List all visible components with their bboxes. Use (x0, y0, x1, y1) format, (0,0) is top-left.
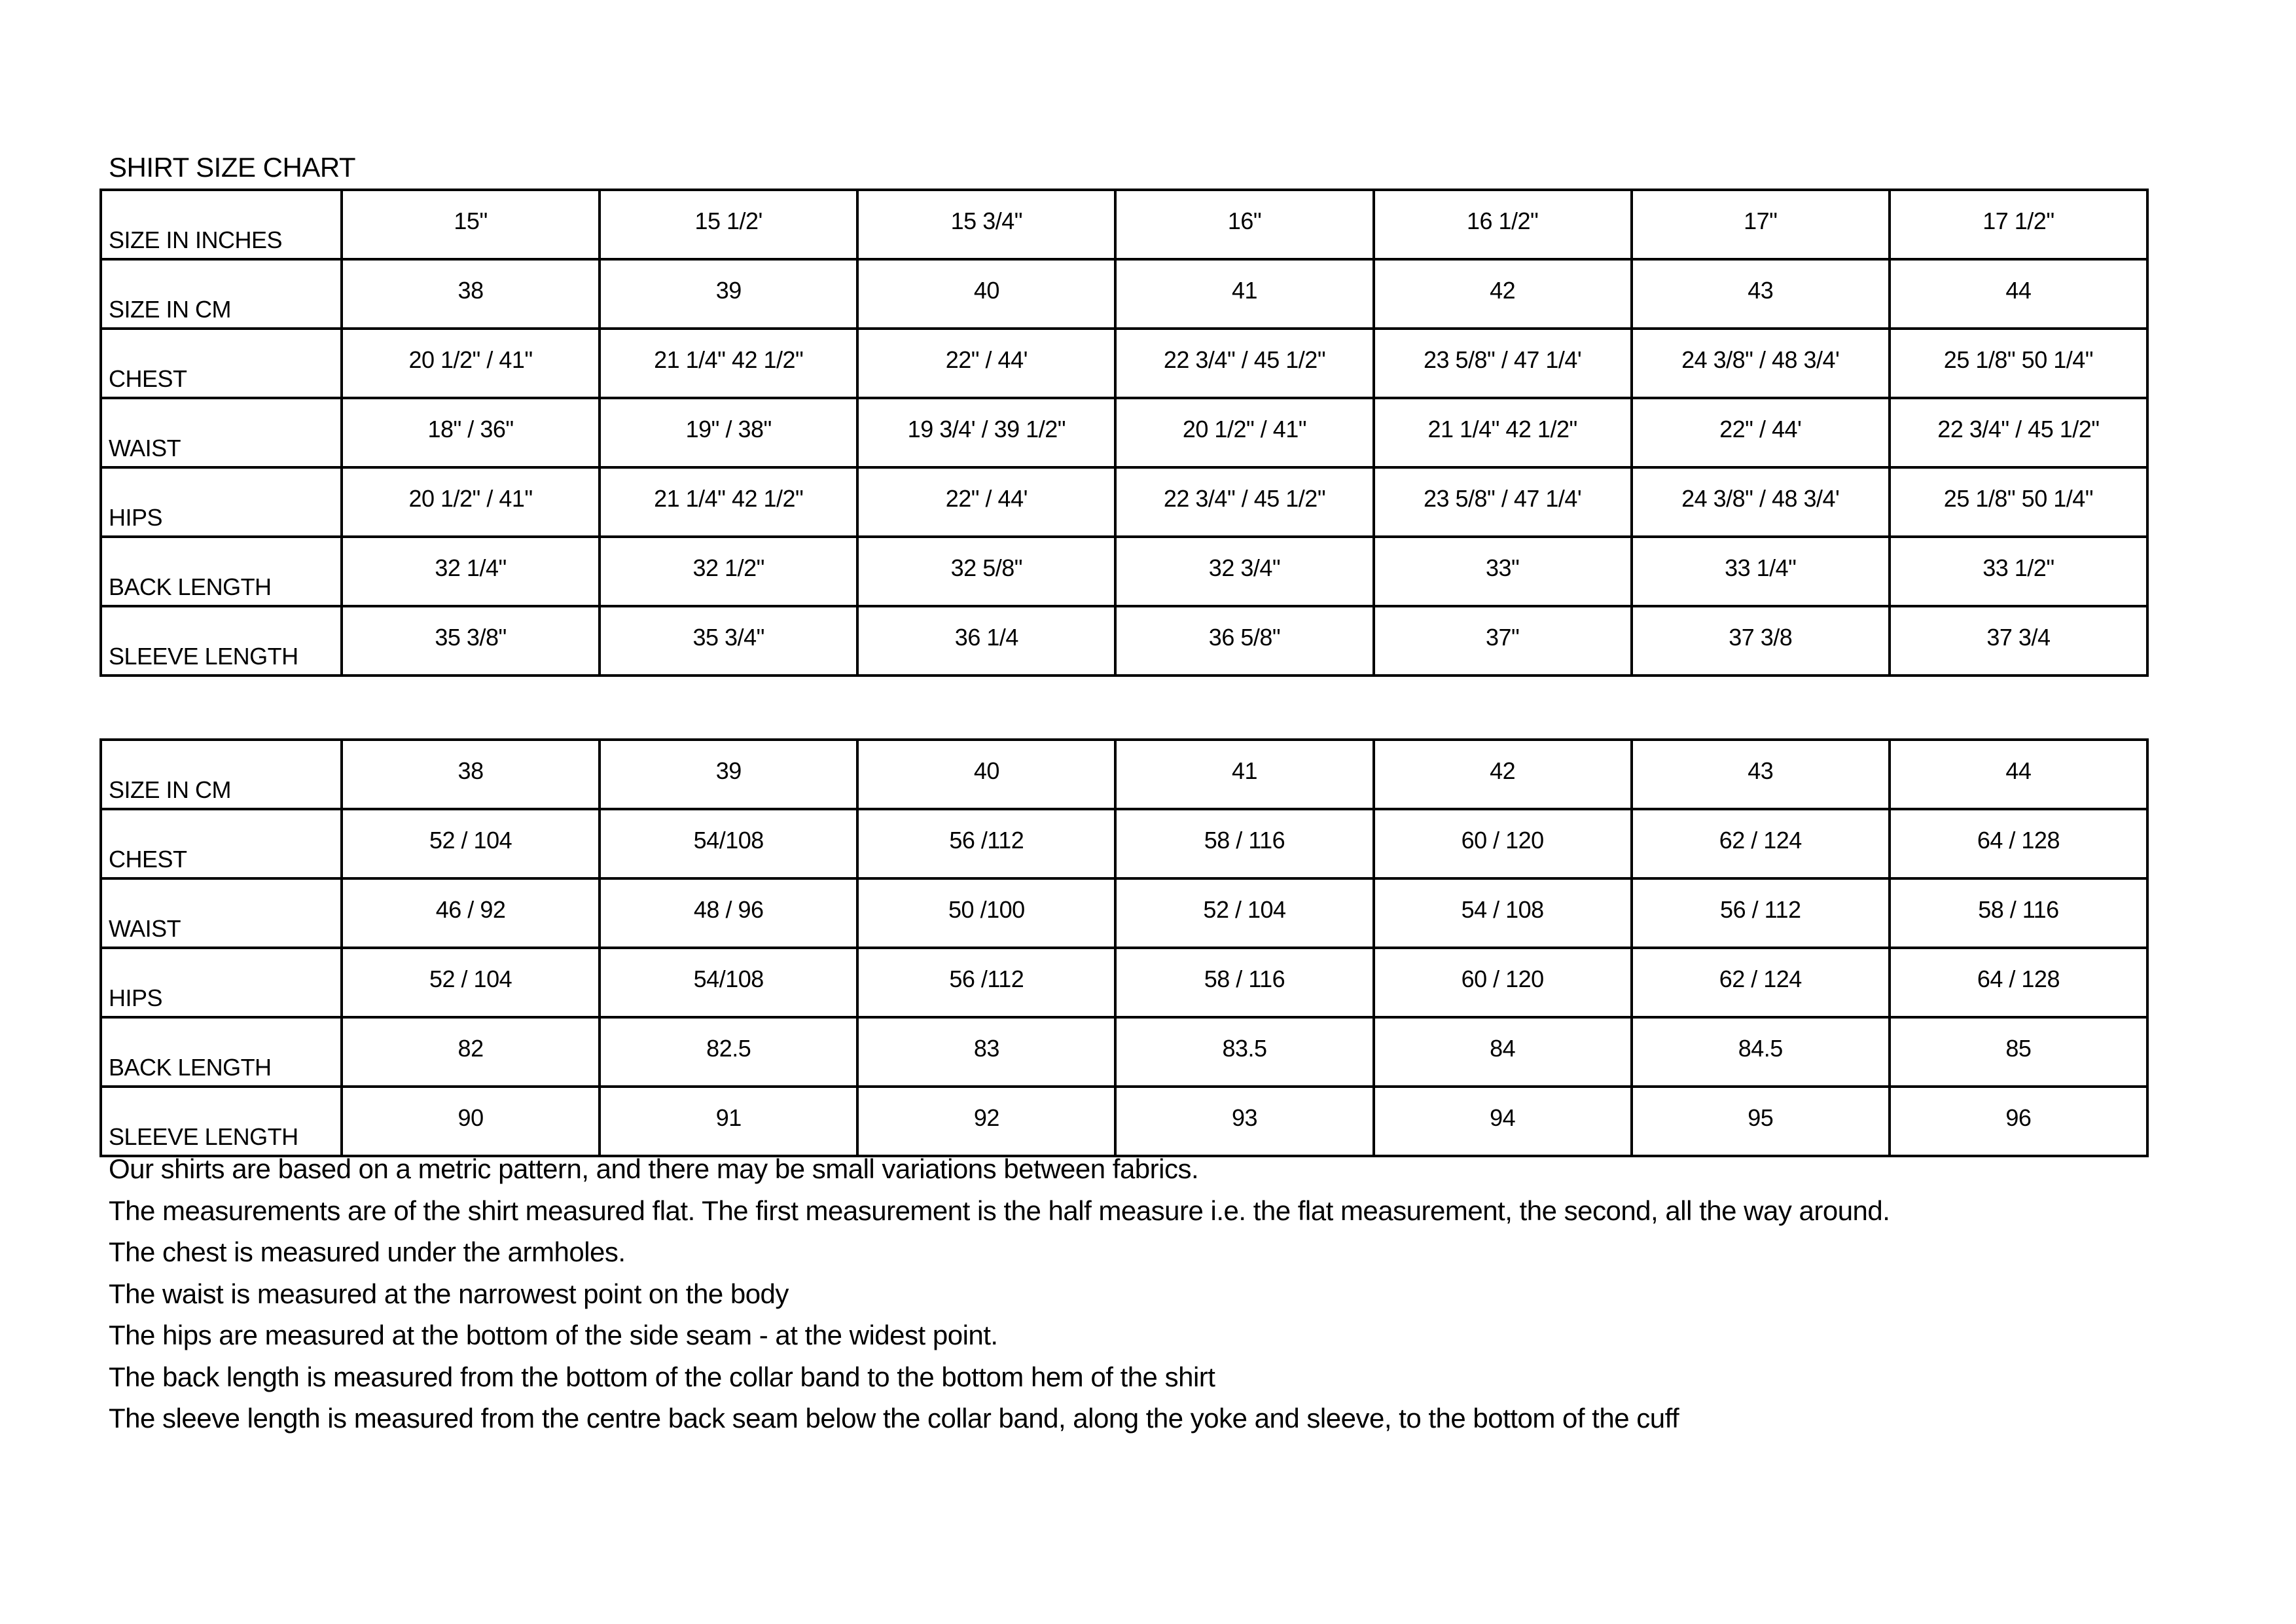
size-value-cell: 22" / 44' (857, 329, 1115, 398)
size-value-cell: 22 3/4" / 45 1/2" (1890, 398, 2147, 467)
size-value-cell: 48 / 96 (600, 878, 857, 948)
size-value-cell: 91 (600, 1087, 857, 1156)
size-value-cell: 22" / 44' (1632, 398, 1890, 467)
size-value-cell: 54 / 108 (1374, 878, 1632, 948)
table-row (101, 537, 2147, 606)
row-label: SLEEVE LENGTH (101, 1087, 342, 1156)
size-value-cell: 82 (342, 1017, 600, 1087)
size-value-cell: 20 1/2" / 41" (342, 329, 600, 398)
size-value-cell: 37 3/8 (1632, 606, 1890, 676)
size-value-cell: 24 3/8" / 48 3/4' (1632, 329, 1890, 398)
size-value-cell: 52 / 104 (1115, 878, 1373, 948)
size-value-cell: 44 (1890, 259, 2147, 329)
table-row (101, 878, 2147, 948)
size-value-cell: 38 (342, 740, 600, 809)
size-value-cell: 95 (1632, 1087, 1890, 1156)
size-value-cell: 35 3/8" (342, 606, 600, 676)
table-row (101, 948, 2147, 1017)
size-value-cell: 23 5/8" / 47 1/4' (1374, 329, 1632, 398)
table-cm-body (101, 740, 2147, 1156)
table-row (101, 329, 2147, 398)
size-value-cell: 37" (1374, 606, 1632, 676)
size-value-cell: 84 (1374, 1017, 1632, 1087)
size-value-cell: 19 3/4' / 39 1/2" (857, 398, 1115, 467)
size-value-cell: 25 1/8" 50 1/4" (1890, 329, 2147, 398)
row-label: SIZE IN CM (101, 259, 342, 329)
size-value-cell: 64 / 128 (1890, 809, 2147, 878)
size-value-cell: 94 (1374, 1087, 1632, 1156)
size-value-cell: 42 (1374, 259, 1632, 329)
size-value-cell: 24 3/8" / 48 3/4' (1632, 467, 1890, 537)
note-line: The hips are measured at the bottom of the side seam - at the widest point. (109, 1320, 998, 1350)
size-value-cell: 83 (857, 1017, 1115, 1087)
row-label: HIPS (101, 467, 342, 537)
size-value-cell: 39 (600, 740, 857, 809)
row-label: BACK LENGTH (101, 537, 342, 606)
size-value-cell: 62 / 124 (1632, 948, 1890, 1017)
row-label: SIZE IN CM (101, 740, 342, 809)
row-label: WAIST (101, 878, 342, 948)
note-line: The back length is measured from the bottom of the collar band to the bottom hem of the shirt (109, 1361, 1215, 1392)
size-value-cell: 22 3/4" / 45 1/2" (1115, 467, 1373, 537)
size-value-cell: 84.5 (1632, 1017, 1890, 1087)
size-value-cell: 56 / 112 (1632, 878, 1890, 948)
size-value-cell: 33" (1374, 537, 1632, 606)
table-row (101, 398, 2147, 467)
size-value-cell: 16" (1115, 190, 1373, 259)
size-value-cell: 56 /112 (857, 948, 1115, 1017)
row-label: SIZE IN INCHES (101, 190, 342, 259)
size-value-cell: 20 1/2" / 41" (342, 467, 600, 537)
size-value-cell: 46 / 92 (342, 878, 600, 948)
size-value-cell: 33 1/4" (1632, 537, 1890, 606)
table-row (101, 809, 2147, 878)
note-line: The measurements are of the shirt measured flat. The first measurement is the half measure i.e. the flat measurement, the second, all the way around. (109, 1195, 1890, 1226)
shirt-size-table-cm (99, 738, 2149, 1157)
size-value-cell: 32 3/4" (1115, 537, 1373, 606)
table-row (101, 740, 2147, 809)
size-value-cell: 58 / 116 (1115, 948, 1373, 1017)
size-value-cell: 83.5 (1115, 1017, 1373, 1087)
size-value-cell: 92 (857, 1087, 1115, 1156)
size-value-cell: 44 (1890, 740, 2147, 809)
size-value-cell: 17" (1632, 190, 1890, 259)
size-value-cell: 40 (857, 740, 1115, 809)
size-value-cell: 21 1/4" 42 1/2" (600, 467, 857, 537)
measurement-notes (109, 1148, 1890, 1439)
size-value-cell: 22 3/4" / 45 1/2" (1115, 329, 1373, 398)
size-value-cell: 58 / 116 (1115, 809, 1373, 878)
size-value-cell: 62 / 124 (1632, 809, 1890, 878)
table-row (101, 1087, 2147, 1156)
size-value-cell: 25 1/8" 50 1/4" (1890, 467, 2147, 537)
size-value-cell: 38 (342, 259, 600, 329)
size-value-cell: 58 / 116 (1890, 878, 2147, 948)
size-value-cell: 33 1/2" (1890, 537, 2147, 606)
size-value-cell: 64 / 128 (1890, 948, 2147, 1017)
size-value-cell: 43 (1632, 740, 1890, 809)
size-value-cell: 52 / 104 (342, 809, 600, 878)
size-value-cell: 90 (342, 1087, 600, 1156)
row-label: CHEST (101, 329, 342, 398)
size-value-cell: 85 (1890, 1017, 2147, 1087)
size-value-cell: 50 /100 (857, 878, 1115, 948)
note-line: The chest is measured under the armholes. (109, 1236, 626, 1267)
size-value-cell: 54/108 (600, 948, 857, 1017)
size-value-cell: 36 1/4 (857, 606, 1115, 676)
size-value-cell: 15" (342, 190, 600, 259)
size-value-cell: 42 (1374, 740, 1632, 809)
size-value-cell: 56 /112 (857, 809, 1115, 878)
size-value-cell: 15 3/4" (857, 190, 1115, 259)
size-value-cell: 21 1/4" 42 1/2" (600, 329, 857, 398)
table-row (101, 467, 2147, 537)
size-value-cell: 40 (857, 259, 1115, 329)
page-title: SHIRT SIZE CHART (109, 152, 356, 183)
size-value-cell: 96 (1890, 1087, 2147, 1156)
note-line: Our shirts are based on a metric pattern, and there may be small variations between fabrics. (109, 1153, 1199, 1184)
size-value-cell: 19" / 38" (600, 398, 857, 467)
size-value-cell: 21 1/4" 42 1/2" (1374, 398, 1632, 467)
size-value-cell: 60 / 120 (1374, 809, 1632, 878)
row-label: HIPS (101, 948, 342, 1017)
size-value-cell: 37 3/4 (1890, 606, 2147, 676)
size-value-cell: 39 (600, 259, 857, 329)
table-row (101, 1017, 2147, 1087)
size-value-cell: 35 3/4" (600, 606, 857, 676)
row-label: SLEEVE LENGTH (101, 606, 342, 676)
size-value-cell: 23 5/8" / 47 1/4' (1374, 467, 1632, 537)
size-value-cell: 17 1/2" (1890, 190, 2147, 259)
size-value-cell: 54/108 (600, 809, 857, 878)
size-value-cell: 82.5 (600, 1017, 857, 1087)
size-value-cell: 22" / 44' (857, 467, 1115, 537)
size-value-cell: 93 (1115, 1087, 1373, 1156)
size-value-cell: 32 1/4" (342, 537, 600, 606)
shirt-size-table-inches (99, 189, 2149, 677)
size-value-cell: 32 5/8" (857, 537, 1115, 606)
size-value-cell: 43 (1632, 259, 1890, 329)
table-row (101, 606, 2147, 676)
size-value-cell: 41 (1115, 740, 1373, 809)
note-line: The waist is measured at the narrowest point on the body (109, 1278, 789, 1309)
size-value-cell: 18" / 36" (342, 398, 600, 467)
size-value-cell: 60 / 120 (1374, 948, 1632, 1017)
size-value-cell: 52 / 104 (342, 948, 600, 1017)
size-value-cell: 15 1/2' (600, 190, 857, 259)
size-value-cell: 16 1/2" (1374, 190, 1632, 259)
row-label: CHEST (101, 809, 342, 878)
size-value-cell: 41 (1115, 259, 1373, 329)
table-row (101, 190, 2147, 259)
table-row (101, 259, 2147, 329)
row-label: BACK LENGTH (101, 1017, 342, 1087)
table-inches-body (101, 190, 2147, 676)
size-value-cell: 20 1/2" / 41" (1115, 398, 1373, 467)
row-label: WAIST (101, 398, 342, 467)
note-line: The sleeve length is measured from the centre back seam below the collar band, along the yoke and sleeve, to the bottom of the cuff (109, 1403, 1679, 1434)
size-value-cell: 32 1/2" (600, 537, 857, 606)
size-value-cell: 36 5/8" (1115, 606, 1373, 676)
